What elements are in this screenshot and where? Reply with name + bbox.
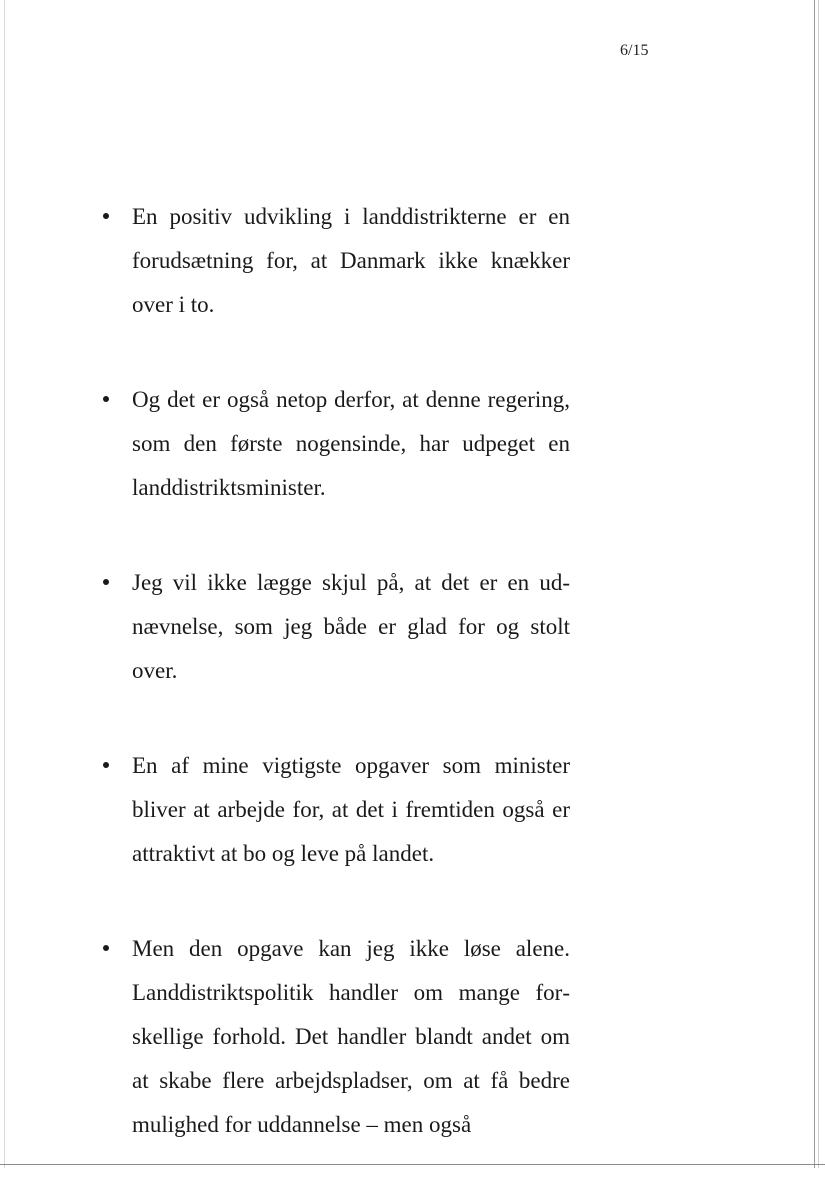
bullet-text: En positiv udvikling i landdistrikterne er en forudsætning for, at Danmark ikke knækker over i to. xyxy=(132,204,570,317)
bullet-item xyxy=(100,195,570,327)
scan-edge-right-inner xyxy=(818,0,819,1168)
bullet-text: Og det er også netop derfor, at denne regering, som den første nogensinde, har udpeget en landdistriktsminister. xyxy=(132,387,570,500)
bullet-dot-icon xyxy=(103,396,109,402)
bullet-item xyxy=(100,927,570,1147)
bullet-text: En af mine vigtigste opgaver som minister bliver at arbejde for, at det i fremtiden også er attraktivt at bo og leve på landet. xyxy=(132,753,570,866)
bullet-dot-icon xyxy=(103,579,109,585)
bullet-dot-icon xyxy=(103,213,109,219)
scan-edge-right xyxy=(814,0,815,1168)
bullet-text: Men den opgave kan jeg ikke løse alene. Landdistriktspolitik handler om mange forskellige forhold. Det handler blandt andet om at skabe flere arbejdspladser, om at få bedre mulighed for uddannelse – men også xyxy=(132,936,570,1137)
bullet-item xyxy=(100,561,570,693)
bullet-item xyxy=(100,378,570,510)
bullet-list xyxy=(100,195,570,1198)
bullet-dot-icon xyxy=(103,762,109,768)
scan-edge-left xyxy=(4,0,5,1168)
bullet-item xyxy=(100,744,570,876)
bullet-dot-icon xyxy=(103,945,109,951)
bullet-text: Jeg vil ikke lægge skjul på, at det er en udnævnelse, som jeg både er glad for og stolt over. xyxy=(132,570,570,683)
page-number: 6/15 xyxy=(620,42,649,59)
